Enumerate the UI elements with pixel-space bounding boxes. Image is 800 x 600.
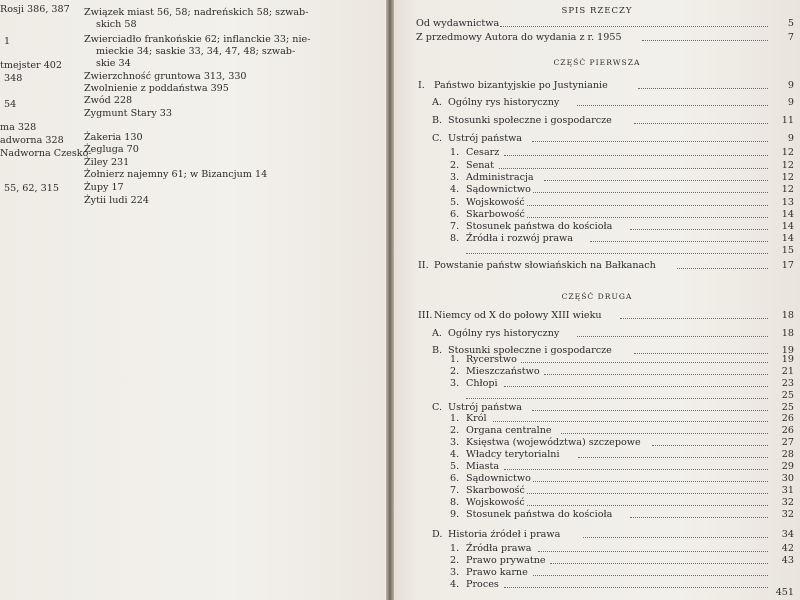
index-entry: Nadworna Czesko- <box>0 148 92 159</box>
leader-dots <box>527 215 768 218</box>
leader-dots <box>642 38 768 41</box>
toc-page: 26 <box>781 413 794 424</box>
toc-row <box>394 529 800 541</box>
toc-row <box>394 197 800 209</box>
toc-page: 7 <box>787 32 794 43</box>
toc-label: Ogólny rys historyczny <box>448 328 560 339</box>
toc-label: Z przedmowy Autora do wydania z r. 1955 <box>416 32 622 43</box>
toc-row <box>394 555 800 567</box>
toc-label: Niemcy od X do połowy XIII wieku <box>434 310 602 321</box>
toc-row <box>394 115 800 127</box>
toc-page: 30 <box>781 473 794 484</box>
leader-dots <box>630 227 768 230</box>
part-one-heading: CZĘŚĆ PIERWSZA <box>553 58 641 67</box>
toc-row <box>394 497 800 509</box>
toc-label: Sądownictwo <box>466 473 531 484</box>
toc-label: Stosunek państwa do kościoła <box>466 509 613 520</box>
toc-row <box>394 437 800 449</box>
leader-dots <box>500 24 768 27</box>
toc-label: Król <box>466 413 487 424</box>
toc-page: 5 <box>787 18 794 29</box>
toc-row <box>394 97 800 109</box>
toc-label: Skarbowość <box>466 485 525 496</box>
toc-row <box>394 509 800 521</box>
toc-page: 23 <box>781 378 794 389</box>
leader-dots <box>630 515 768 518</box>
toc-number: 3. <box>450 437 460 448</box>
toc-row <box>394 425 800 437</box>
toc-number: 1. <box>450 413 460 424</box>
toc-number: III. <box>418 310 433 321</box>
leader-dots <box>493 419 768 422</box>
toc-row <box>394 32 800 44</box>
toc-number: C. <box>432 133 443 144</box>
index-entry: Zygmunt Stary 33 <box>84 108 172 119</box>
toc-page: 14 <box>781 233 794 244</box>
toc-row <box>394 485 800 497</box>
toc-page: 9 <box>787 133 794 144</box>
toc-label: Organa centralne <box>466 425 552 436</box>
toc-number: 2. <box>450 555 460 566</box>
toc-page: 12 <box>781 184 794 195</box>
toc-row <box>394 461 800 473</box>
index-entry: Zwierzchność gruntowa 313, 330 <box>84 71 247 82</box>
toc-number: 7. <box>450 485 460 496</box>
toc-label: Cesarz <box>466 147 500 158</box>
index-entry: Żakeria 130 <box>84 132 143 143</box>
toc-label: Ustrój państwa <box>448 133 523 144</box>
toc-page: 34 <box>781 529 794 540</box>
leader-dots <box>499 166 769 169</box>
toc-row <box>394 172 800 184</box>
toc-label: Skarbowość <box>466 209 525 220</box>
toc-label: Wojskowość <box>466 197 525 208</box>
toc-number: II. <box>418 260 429 271</box>
toc-label: Historia źródeł i prawa <box>448 529 561 540</box>
index-entry: Żiley 231 <box>84 157 130 168</box>
leader-dots <box>634 121 768 124</box>
toc-row <box>394 366 800 378</box>
toc-page: 12 <box>781 172 794 183</box>
toc-page: 32 <box>781 497 794 508</box>
toc-label: Prawo prywatne <box>466 555 546 566</box>
toc-number: 6. <box>450 473 460 484</box>
leader-dots <box>504 384 768 387</box>
index-entry: skich 58 <box>96 19 137 30</box>
toc-number: C. <box>432 402 443 413</box>
leader-dots <box>620 316 768 319</box>
leader-dots <box>532 139 768 142</box>
leader-dots <box>533 479 768 482</box>
toc-row <box>394 328 800 340</box>
toc-row <box>394 310 800 322</box>
toc-row <box>394 390 800 402</box>
leader-dots <box>538 549 768 552</box>
toc-number: 3. <box>450 378 460 389</box>
toc-label: Źródła i rozwój prawa <box>466 233 573 244</box>
index-column-left <box>0 0 92 600</box>
index-entry: Rosji 386, 387 <box>0 4 70 15</box>
index-entry: 54 <box>4 99 17 110</box>
toc-row <box>394 160 800 172</box>
toc-label: Miasta <box>466 461 500 472</box>
toc-label: Stosunki społeczne i gospodarcze <box>448 345 612 356</box>
toc-label: Państwo bizantyjskie po Justynianie <box>434 80 608 91</box>
leader-dots <box>527 203 768 206</box>
toc-number: 6. <box>450 209 460 220</box>
toc-number: 5. <box>450 461 460 472</box>
toc-number: 3. <box>450 567 460 578</box>
page-number: 451 <box>775 587 794 598</box>
toc-number: 8. <box>450 233 460 244</box>
toc-row <box>394 473 800 485</box>
index-entry: Zwierciadło frankońskie 62; inflanckie 33; nie- <box>84 34 311 45</box>
toc-page: 13 <box>781 197 794 208</box>
leader-dots <box>577 103 768 106</box>
index-entry: adworna 328 <box>0 135 64 146</box>
toc-label: Prawo karne <box>466 567 528 578</box>
toc-page: 12 <box>781 147 794 158</box>
toc-row <box>394 147 800 159</box>
toc-label: Ustrój państwa <box>448 402 523 413</box>
toc-page: 12 <box>781 160 794 171</box>
toc-row <box>394 18 800 30</box>
toc-label: Źródła prawa <box>466 543 532 554</box>
toc-label: Proces <box>466 579 499 590</box>
toc-page: 11 <box>781 115 794 126</box>
toc-label: Księstwa (województwa) szczepowe <box>466 437 641 448</box>
leader-dots <box>527 491 768 494</box>
toc-number: 1. <box>450 147 460 158</box>
toc-label: Senat <box>466 160 495 171</box>
toc-page: 19 <box>781 354 794 365</box>
index-entry: 348 <box>4 73 23 84</box>
leader-dots <box>583 535 768 538</box>
leader-dots <box>533 190 768 193</box>
toc-number: 3. <box>450 172 460 183</box>
toc-label: Stosunki społeczne i gospodarcze <box>448 115 612 126</box>
toc-row <box>394 133 800 145</box>
toc-number: 2. <box>450 366 460 377</box>
toc-number: 9. <box>450 509 460 520</box>
toc-page: 19 <box>781 345 794 356</box>
index-entry: Żegluga 70 <box>84 144 139 155</box>
leader-dots <box>504 585 768 588</box>
leader-dots <box>677 266 768 269</box>
leader-dots <box>550 561 768 564</box>
toc-page: 17 <box>781 260 794 271</box>
leader-dots <box>504 467 768 470</box>
index-entry: mieckie 34; saskie 33, 34, 47, 48; szwab- <box>96 46 296 57</box>
leader-dots <box>533 573 768 576</box>
index-entry: tmejster 402 <box>0 60 63 71</box>
index-entry: 55, 62, 315 <box>4 183 59 194</box>
toc-number: 7. <box>450 221 460 232</box>
toc-label: Od wydawnictwa <box>416 18 500 29</box>
toc-number: I. <box>418 80 425 91</box>
book-gutter <box>386 0 394 600</box>
toc-page: 18 <box>781 310 794 321</box>
toc-label: Powstanie państw słowiańskich na Bałkanach <box>434 260 656 271</box>
toc-number: 8. <box>450 497 460 508</box>
toc-number: 1. <box>450 354 460 365</box>
toc-page: 18 <box>781 328 794 339</box>
toc-number: 1. <box>450 543 460 554</box>
toc-label: Chłopi <box>466 378 498 389</box>
toc-label: Władcy terytorialni <box>466 449 560 460</box>
part-two-heading: CZĘŚĆ DRUGA <box>561 292 633 301</box>
toc-row <box>394 449 800 461</box>
toc-number: B. <box>432 115 443 126</box>
toc-page: 26 <box>781 425 794 436</box>
toc-number: D. <box>432 529 443 540</box>
table-of-contents <box>394 0 800 600</box>
toc-page: 9 <box>787 80 794 91</box>
toc-page: 25 <box>781 390 794 401</box>
toc-row <box>394 184 800 196</box>
toc-page: 27 <box>781 437 794 448</box>
leader-dots <box>466 251 768 254</box>
toc-page: 15 <box>781 245 794 256</box>
toc-number: 4. <box>450 184 460 195</box>
index-entry: Żytii ludi 224 <box>84 195 149 206</box>
leader-dots <box>652 443 768 446</box>
toc-row <box>394 413 800 425</box>
toc-page: 43 <box>781 555 794 566</box>
toc-number: A. <box>432 328 442 339</box>
toc-page: 9 <box>787 97 794 108</box>
toc-label: Mieszczaństwo <box>466 366 540 377</box>
index-entry: Żołnierz najemny 61; w Bizancjum 14 <box>84 169 268 180</box>
toc-page: 25 <box>781 402 794 413</box>
toc-number: 2. <box>450 160 460 171</box>
index-entry: 1 <box>4 36 11 47</box>
toc-label: Sądownictwo <box>466 184 531 195</box>
toc-row <box>394 543 800 555</box>
leader-dots <box>577 334 768 337</box>
index-entry: Zwolnienie z poddaństwa 395 <box>84 83 229 94</box>
toc-row <box>394 209 800 221</box>
toc-label: Ogólny rys historyczny <box>448 97 560 108</box>
toc-page: 32 <box>781 509 794 520</box>
toc-row <box>394 80 800 92</box>
left-page <box>0 0 386 600</box>
leader-dots <box>527 503 768 506</box>
toc-number: 4. <box>450 449 460 460</box>
toc-label: Administracja <box>466 172 534 183</box>
leader-dots <box>590 239 768 242</box>
toc-label: Wojskowość <box>466 497 525 508</box>
toc-page: 21 <box>781 366 794 377</box>
toc-page: 14 <box>781 209 794 220</box>
index-entry: ma 328 <box>0 122 37 133</box>
leader-dots <box>578 455 768 458</box>
leader-dots <box>466 396 768 399</box>
toc-number: 5. <box>450 197 460 208</box>
toc-row <box>394 579 800 591</box>
toc-row <box>394 567 800 579</box>
right-page <box>394 0 800 600</box>
toc-label: Stosunek państwa do kościoła <box>466 221 613 232</box>
toc-page: 42 <box>781 543 794 554</box>
toc-title: SPIS RZECZY <box>561 6 633 16</box>
toc-page: 14 <box>781 221 794 232</box>
toc-number: 2. <box>450 425 460 436</box>
toc-row <box>394 245 800 257</box>
leader-dots <box>521 360 768 363</box>
toc-row <box>394 221 800 233</box>
toc-page: 28 <box>781 449 794 460</box>
toc-number: 4. <box>450 579 460 590</box>
index-entry: Zwód 228 <box>84 95 133 106</box>
index-entry: skie 34 <box>96 58 131 69</box>
toc-number: A. <box>432 97 442 108</box>
toc-row <box>394 233 800 245</box>
leader-dots <box>638 86 769 89</box>
toc-row <box>394 354 800 366</box>
toc-row <box>394 260 800 272</box>
index-entry: Związek miast 56, 58; nadreńskich 58; szwab- <box>84 7 309 18</box>
toc-number: B. <box>432 345 443 356</box>
toc-page: 31 <box>781 485 794 496</box>
leader-dots <box>504 153 768 156</box>
leader-dots <box>544 372 768 375</box>
leader-dots <box>544 178 768 181</box>
index-column-right <box>84 0 384 600</box>
index-entry: Żupy 17 <box>84 182 124 193</box>
leader-dots <box>532 408 768 411</box>
toc-page: 29 <box>781 461 794 472</box>
toc-label: Rycerstwo <box>466 354 517 365</box>
leader-dots <box>561 431 768 434</box>
toc-row <box>394 378 800 390</box>
